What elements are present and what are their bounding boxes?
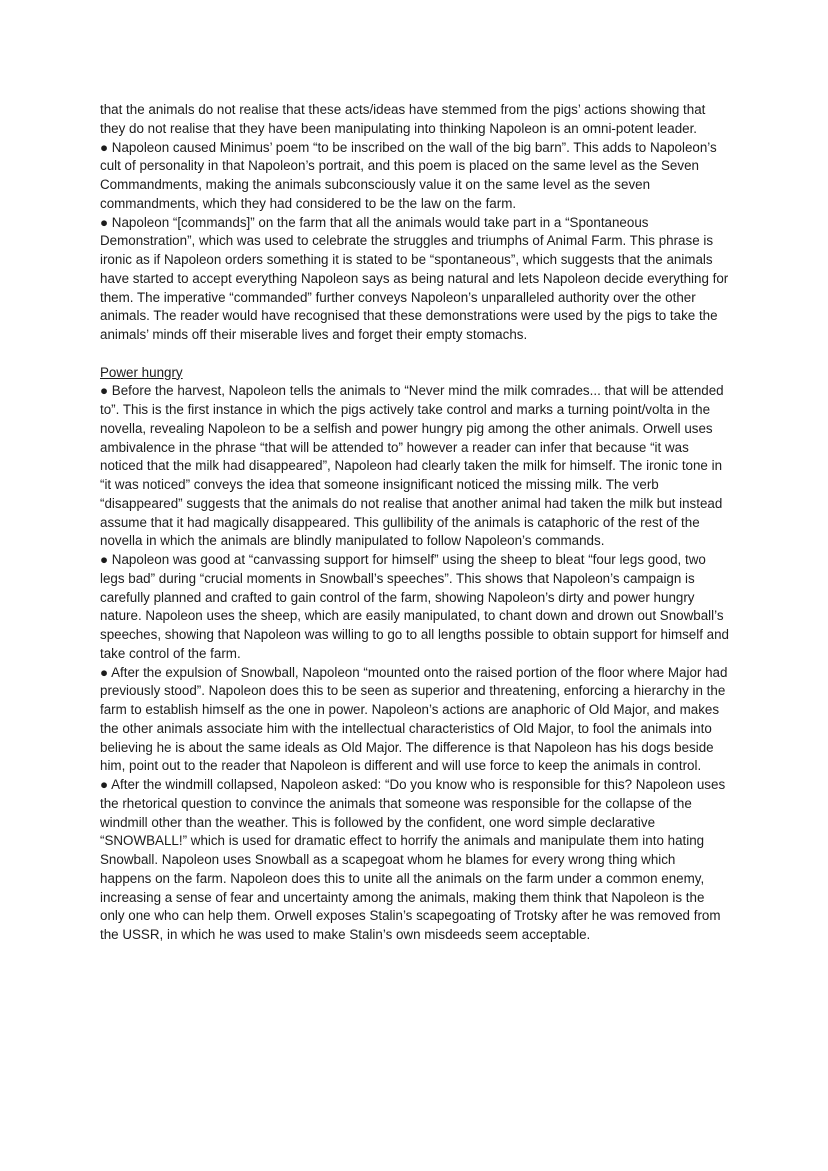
bullet-paragraph-spontaneous-demonstration: ● Napoleon “[commands]” on the farm that all the animals would take part in a “Spontaneous Demonstration”, which was used to celebrate the struggles and triumphs of Animal Farm. This phrase is ironic as if Napoleon orders something it is stated to be “spontaneous”, which suggests that the animals have started to accept everything Napoleon says as being natural and lets Napoleon decide everything for them. The imperative “commanded” further conveys Napoleon’s unparalleled authority over the other animals. The reader would have recognised that these demonstrations were used by the pigs to take the animals’ minds off their miserable lives and forget their empty stomachs. (100, 214, 729, 342)
bullet-paragraph-raised-platform: ● After the expulsion of Snowball, Napoleon “mounted onto the raised portion of the floor where Major had previously stood”. Napoleon does this to be seen as superior and threatening, enforcing a hierarchy in the farm to establish himself as the one in power. Napoleon’s actions are anaphoric of Old Major, and makes the other animals associate him with the intellectual characteristics of Old Major, to fool the animals into believing he is about the same ideals as Old Major. The difference is that Napoleon has his dogs beside him, point out to the reader that Napoleon is different and will use force to keep the animals in control. (100, 664, 728, 774)
bullet-paragraph-canvassing: ● Napoleon was good at “canvassing support for himself” using the sheep to bleat “four legs good, two legs bad” during “crucial moments in Snowball’s speeches”. This shows that Napoleon’s campaign is carefully planned and crafted to gain control of the farm, showing Napoleon’s dirty and power hungry nature. Napoleon uses the sheep, which are easily manipulated, to chant down and drown out Snowball’s speeches, showing that Napoleon was willing to go to all lengths possible to obtain support for himself and take control of the farm. (100, 552, 729, 661)
document-page (100, 101, 730, 945)
section-heading: Power hungry (100, 364, 183, 380)
paragraph-spacer (100, 345, 730, 364)
intro-paragraph: that the animals do not realise that these acts/ideas have stemmed from the pigs’ actions showing that they do not realise that they have been manipulating into thinking Napoleon is an omni-potent leader. (100, 102, 706, 136)
bullet-paragraph-windmill: ● After the windmill collapsed, Napoleon asked: “Do you know who is responsible for this? Napoleon uses the rhetorical question to convince the animals that someone was responsible for the collapse of the windmill other than the weather. This is followed by the confident, one word simple declarative “SNOWBALL!” which is used for dramatic effect to horrify the animals and manipulate them into hating Snowball. Napoleon uses Snowball as a scapegoat whom he blames for every wrong thing which happens on the farm. Napoleon does this to unite all the animals on the farm under a common enemy, increasing a sense of fear and uncertainty among the animals, making them think that Napoleon is the only one who can help them. Orwell exposes Stalin’s scapegoating of Trotsky after he was removed from the USSR, in which he was used to make Stalin’s own misdeeds seem acceptable. (100, 777, 726, 942)
bullet-paragraph-milk: ● Before the harvest, Napoleon tells the animals to “Never mind the milk comrades... that will be attended to”. This is the first instance in which the pigs actively take control and marks a turning point/volta in the novella, revealing Napoleon to be a selfish and power hungry pig among the other animals. Orwell uses ambivalence in the phrase “that will be attended to” however a reader can infer that because “it was noticed that the milk had disappeared”, Napoleon had clearly taken the milk for himself. The ironic tone in “it was noticed” conveys the idea that someone insignificant noticed the missing milk. The verb “disappeared” suggests that the animals do not realise that another animal had taken the milk but instead assume that it had magically disappeared. This gullibility of the animals is cataphoric of the rest of the novella in which the animals are blindly manipulated to follow Napoleon’s commands. (100, 383, 724, 549)
bullet-paragraph-minimus-poem: ● Napoleon caused Minimus’ poem “to be inscribed on the wall of the big barn”. This adds to Napoleon’s cult of personality in that Napoleon’s portrait, and this poem is placed on the same level as the Seven Commandments, making the animals subconsciously value it on the same level as the seven commandments, which they had considered to be the law on the farm. (100, 139, 717, 211)
